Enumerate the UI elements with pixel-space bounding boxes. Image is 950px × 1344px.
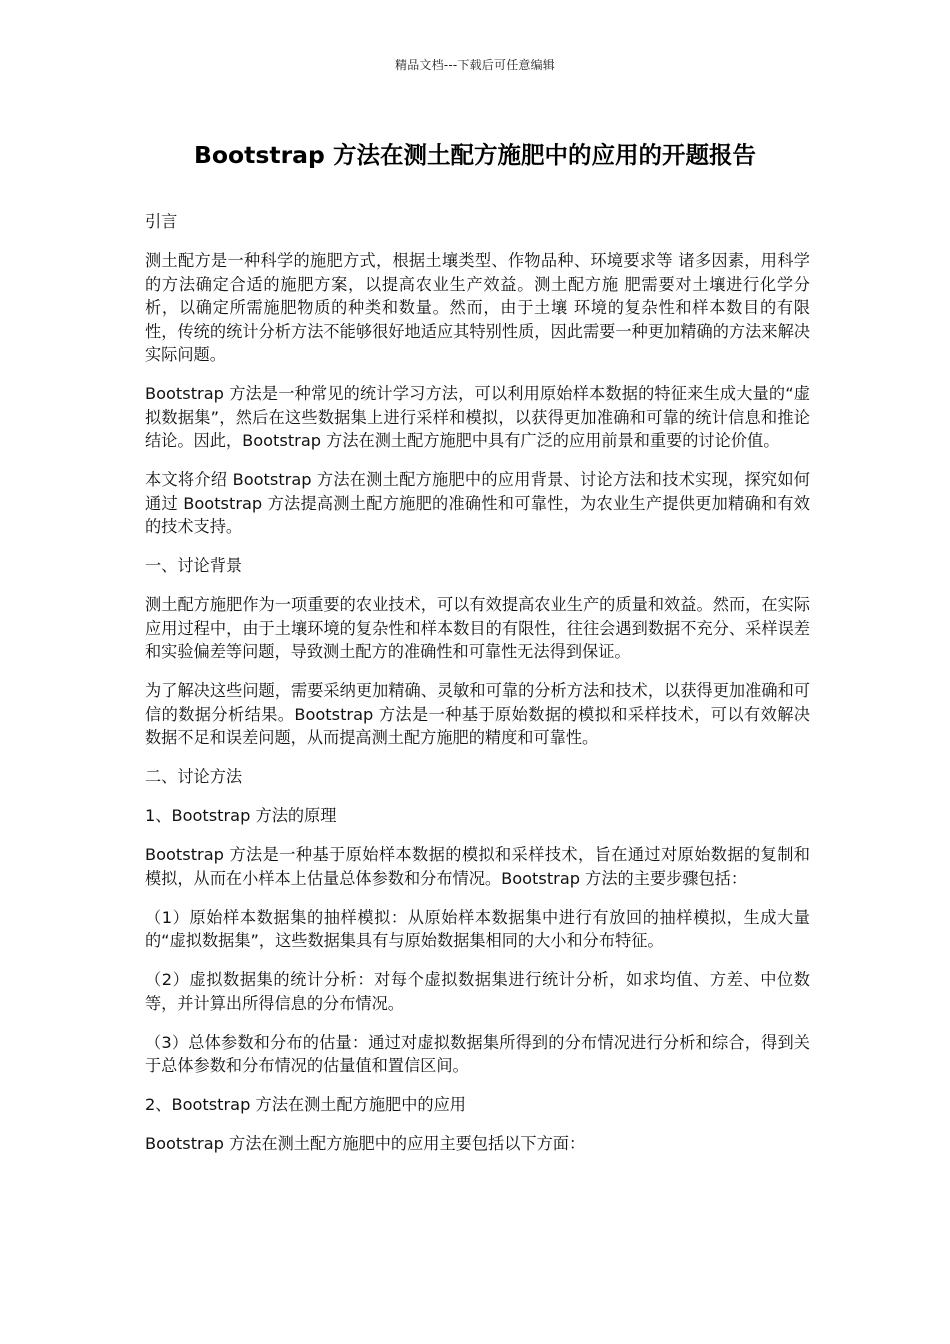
method-subheading-2: 2、Bootstrap 方法在测土配方施肥中的应用 xyxy=(145,1095,466,1114)
intro-paragraph-1: 测土配方是一种科学的施肥方式，根据土壤类型、作物品种、环境要求等 诸多因素，用科学的方法确定合适的施肥方案，以提高农业生产效益。测土配方施 肥需要对土壤进行化学分析，以确定所需施肥物质的种类和数量。然而，由于土壤 环境的复杂性和样本数目的有限性，传统的统计分析方法不能够很好地适应其特别性质，因此需要一种更加精确的方法来解决实际问题。 xyxy=(145,251,810,364)
method-paragraph-1: Bootstrap 方法是一种基于原始样本数据的模拟和采样技术，旨在通过对原始数据的复制和模拟，从而在小样本上估量总体参数和分布情况。Bootstrap 方法的主要步骤包括： xyxy=(145,845,810,888)
header-note: 精品文档---下载后可任意编辑 xyxy=(395,58,555,72)
document-body xyxy=(145,210,810,1171)
page-title: Bootstrap 方法在测土配方施肥中的应用的开题报告 xyxy=(193,141,757,169)
method-step-1: （1）原始样本数据集的抽样模拟：从原始样本数据集中进行有放回的抽样模拟，生成大量的“虚拟数据集”，这些数据集具有与原始数据集相同的大小和分布特征。 xyxy=(145,907,810,950)
method-step-3: （3）总体参数和分布的估量：通过对虚拟数据集所得到的分布情况进行分析和综合，得到关于总体参数和分布情况的估量值和置信区间。 xyxy=(145,1032,810,1075)
method-paragraph-2: Bootstrap 方法在测土配方施肥中的应用主要包括以下方面： xyxy=(145,1134,586,1153)
method-step-2: （2）虚拟数据集的统计分析：对每个虚拟数据集进行统计分析，如求均值、方差、中位数等，并计算出所得信息的分布情况。 xyxy=(145,970,810,1013)
background-heading: 一、讨论背景 xyxy=(145,556,243,575)
intro-heading: 引言 xyxy=(145,212,178,231)
background-paragraph-2: 为了解决这些问题，需要采纳更加精确、灵敏和可靠的分析方法和技术，以获得更加准确和可信的数据分析结果。Bootstrap 方法是一种基于原始数据的模拟和采样技术，可以有效解决数据不足和误差问题，从而提高测土配方施肥的精度和可靠性。 xyxy=(145,681,810,747)
method-heading: 二、讨论方法 xyxy=(145,767,243,786)
intro-paragraph-3: 本文将介绍 Bootstrap 方法在测土配方施肥中的应用背景、讨论方法和技术实现，探究如何通过 Bootstrap 方法提高测土配方施肥的准确性和可靠性，为农业生产提供更加精确和有效的技术支持。 xyxy=(145,470,810,536)
background-paragraph-1: 测土配方施肥作为一项重要的农业技术，可以有效提高农业生产的质量和效益。然而，在实际应用过程中，由于土壤环境的复杂性和样本数目的有限性，往往会遇到数据不充分、采样误差和实验偏差等问题，导致测土配方的准确性和可靠性无法得到保证。 xyxy=(145,595,810,661)
method-subheading-1: 1、Bootstrap 方法的原理 xyxy=(145,806,337,825)
intro-paragraph-2: Bootstrap 方法是一种常见的统计学习方法，可以利用原始样本数据的特征来生成大量的“虚拟数据集”，然后在这些数据集上进行采样和模拟，以获得更加准确和可靠的统计信息和推论结论。因此，Bootstrap 方法在测土配方施肥中具有广泛的应用前景和重要的讨论价值。 xyxy=(145,384,810,450)
